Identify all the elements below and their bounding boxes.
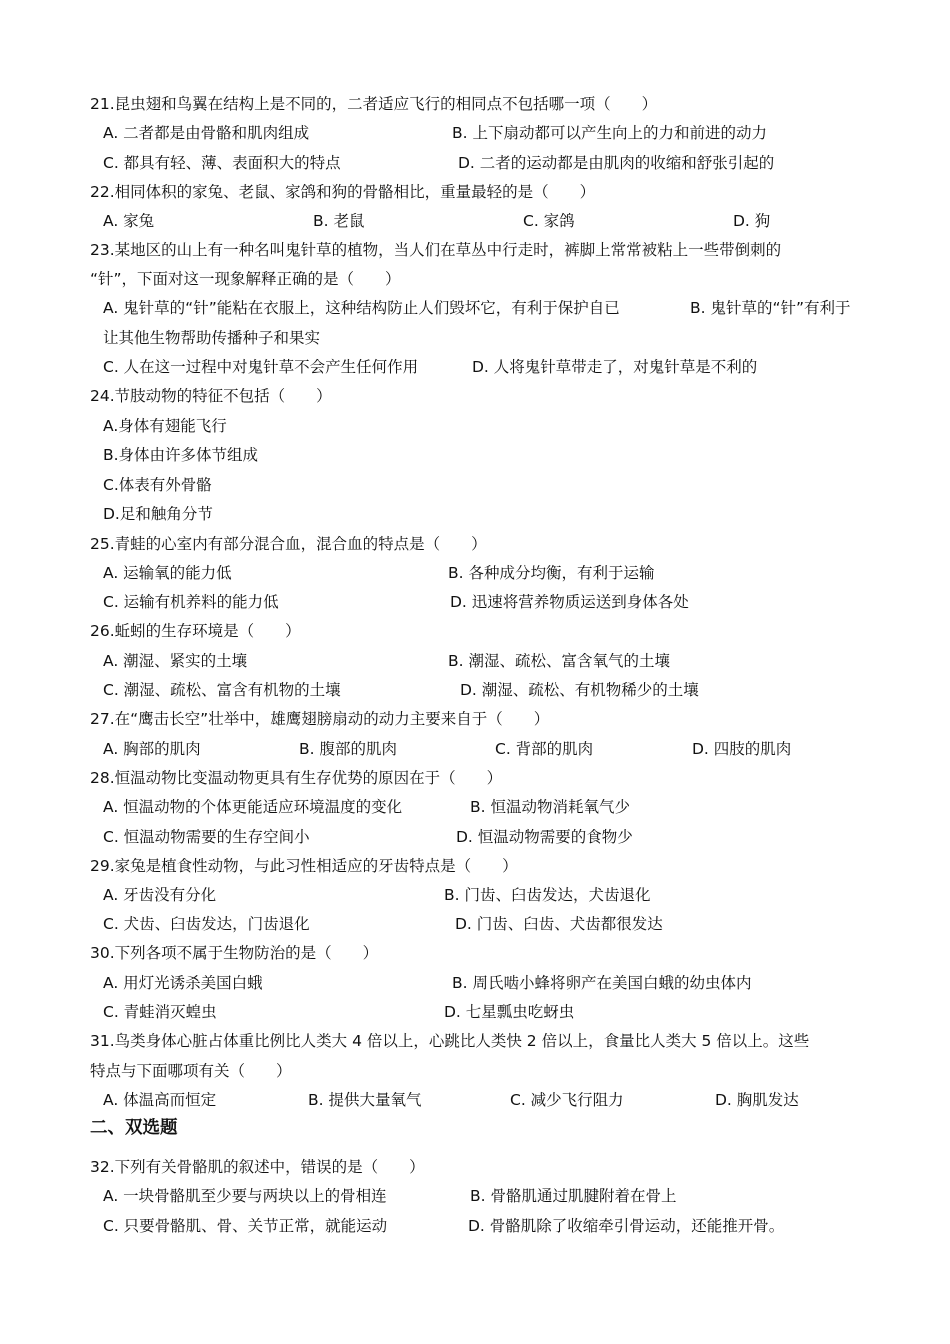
q21-option-d: D. 二者的运动都是由肌肉的收缩和舒张引起的 <box>458 154 775 172</box>
q24-option-d: D.足和触角分节 <box>103 505 213 523</box>
q32-option-d: D. 骨骼肌除了收缩牵引骨运动，还能推开骨。 <box>468 1217 785 1235</box>
q22-stem: 22.相同体积的家兔、老鼠、家鸽和狗的骨骼相比，重量最轻的是（ ） <box>90 183 596 201</box>
q25-option-c: C. 运输有机养料的能力低 <box>103 593 279 611</box>
q28-option-d: D. 恒温动物需要的食物少 <box>456 828 633 846</box>
q24-stem: 24.节肢动物的特征不包括（ ） <box>90 387 332 405</box>
q21-option-b: B. 上下扇动都可以产生向上的力和前进的动力 <box>452 124 767 142</box>
q21-option-a: A. 二者都是由骨骼和肌肉组成 <box>103 124 310 142</box>
q27-option-a: A. 胸部的肌肉 <box>103 740 201 758</box>
q29-option-c: C. 犬齿、臼齿发达，门齿退化 <box>103 915 310 933</box>
q24-option-b: B.身体由许多体节组成 <box>103 446 259 464</box>
q28-stem: 28.恒温动物比变温动物更具有生存优势的原因在于（ ） <box>90 769 503 787</box>
q27-option-d: D. 四肢的肌肉 <box>692 740 792 758</box>
q31-option-a: A. 体温高而恒定 <box>103 1091 217 1109</box>
q31-stem-line1: 31.鸟类身体心脏占体重比例比人类大 4 倍以上，心跳比人类快 2 倍以上，食量比人类大 5 倍以上。这些 <box>90 1032 810 1050</box>
q32-stem: 32.下列有关骨骼肌的叙述中，错误的是（ ） <box>90 1158 425 1176</box>
q28-option-c: C. 恒温动物需要的生存空间小 <box>103 828 310 846</box>
q27-option-b: B. 腹部的肌肉 <box>299 740 397 758</box>
q22-option-b: B. 老鼠 <box>313 212 365 230</box>
q30-option-d: D. 七星瓢虫吃蚜虫 <box>444 1003 575 1021</box>
q23-option-b: B. 鬼针草的“针”有利于 <box>690 299 851 317</box>
q30-option-c: C. 青蛙消灭蝗虫 <box>103 1003 217 1021</box>
q22-option-d: D. 狗 <box>733 212 771 230</box>
q22-option-c: C. 家鸽 <box>523 212 575 230</box>
q25-option-b: B. 各种成分均衡，有利于运输 <box>448 564 655 582</box>
q29-option-d: D. 门齿、臼齿、犬齿都很发达 <box>455 915 663 933</box>
q29-stem: 29.家兔是植食性动物，与此习性相适应的牙齿特点是（ ） <box>90 857 518 875</box>
q21-stem: 21.昆虫翅和鸟翼在结构上是不同的，二者适应飞行的相同点不包括哪一项（ ） <box>90 95 658 113</box>
q23-option-c: C. 人在这一过程中对鬼针草不会产生任何作用 <box>103 358 419 376</box>
q26-option-a: A. 潮湿、紧实的土壤 <box>103 652 248 670</box>
q30-stem: 30.下列各项不属于生物防治的是（ ） <box>90 944 379 962</box>
q23-stem-line2: “针”，下面对这一现象解释正确的是（ ） <box>90 270 401 288</box>
q29-option-a: A. 牙齿没有分化 <box>103 886 217 904</box>
q23-option-b-cont: 让其他生物帮助传播种子和果实 <box>103 329 321 347</box>
q31-stem-line2: 特点与下面哪项有关（ ） <box>90 1062 292 1080</box>
q21-option-c: C. 都具有轻、薄、表面积大的特点 <box>103 154 341 172</box>
q30-option-a: A. 用灯光诱杀美国白蛾 <box>103 974 263 992</box>
q28-option-a: A. 恒温动物的个体更能适应环境温度的变化 <box>103 798 403 816</box>
q27-option-c: C. 背部的肌肉 <box>495 740 594 758</box>
q31-option-b: B. 提供大量氧气 <box>308 1091 422 1109</box>
q31-option-d: D. 胸肌发达 <box>715 1091 799 1109</box>
q26-option-d: D. 潮湿、疏松、有机物稀少的土壤 <box>460 681 699 699</box>
q29-option-b: B. 门齿、臼齿发达，犬齿退化 <box>444 886 651 904</box>
q22-option-a: A. 家兔 <box>103 212 155 230</box>
section-heading: 二、双选题 <box>90 1118 178 1138</box>
q23-option-a: A. 鬼针草的“针”能粘在衣服上，这种结构防止人们毁坏它，有利于保护自已 <box>103 299 620 317</box>
q24-option-c: C.体表有外骨骼 <box>103 476 212 494</box>
q25-option-a: A. 运输氧的能力低 <box>103 564 232 582</box>
q30-option-b: B. 周氏啮小蜂将卵产在美国白蛾的幼虫体内 <box>452 974 752 992</box>
q28-option-b: B. 恒温动物消耗氧气少 <box>470 798 630 816</box>
q23-option-d: D. 人将鬼针草带走了，对鬼针草是不利的 <box>472 358 758 376</box>
q25-option-d: D. 迅速将营养物质运送到身体各处 <box>450 593 689 611</box>
q25-stem: 25.青蛙的心室内有部分混合血，混合血的特点是（ ） <box>90 535 487 553</box>
q31-option-c: C. 减少飞行阻力 <box>510 1091 624 1109</box>
q32-option-b: B. 骨骼肌通过肌腱附着在骨上 <box>470 1187 677 1205</box>
q26-option-b: B. 潮湿、疏松、富含氧气的土壤 <box>448 652 670 670</box>
q32-option-c: C. 只要骨骼肌、骨、关节正常，就能运动 <box>103 1217 388 1235</box>
q26-option-c: C. 潮湿、疏松、富含有机物的土壤 <box>103 681 341 699</box>
q27-stem: 27.在“鹰击长空”壮举中，雄鹰翅膀扇动的动力主要来自于（ ） <box>90 710 550 728</box>
q32-option-a: A. 一块骨骼肌至少要与两块以上的骨相连 <box>103 1187 387 1205</box>
q24-option-a: A.身体有翅能飞行 <box>103 417 227 435</box>
q26-stem: 26.蚯蚓的生存环境是（ ） <box>90 622 301 640</box>
q23-stem-line1: 23.某地区的山上有一种名叫鬼针草的植物，当人们在草丛中行走时，裤脚上常常被粘上一些带倒刺的 <box>90 241 782 259</box>
